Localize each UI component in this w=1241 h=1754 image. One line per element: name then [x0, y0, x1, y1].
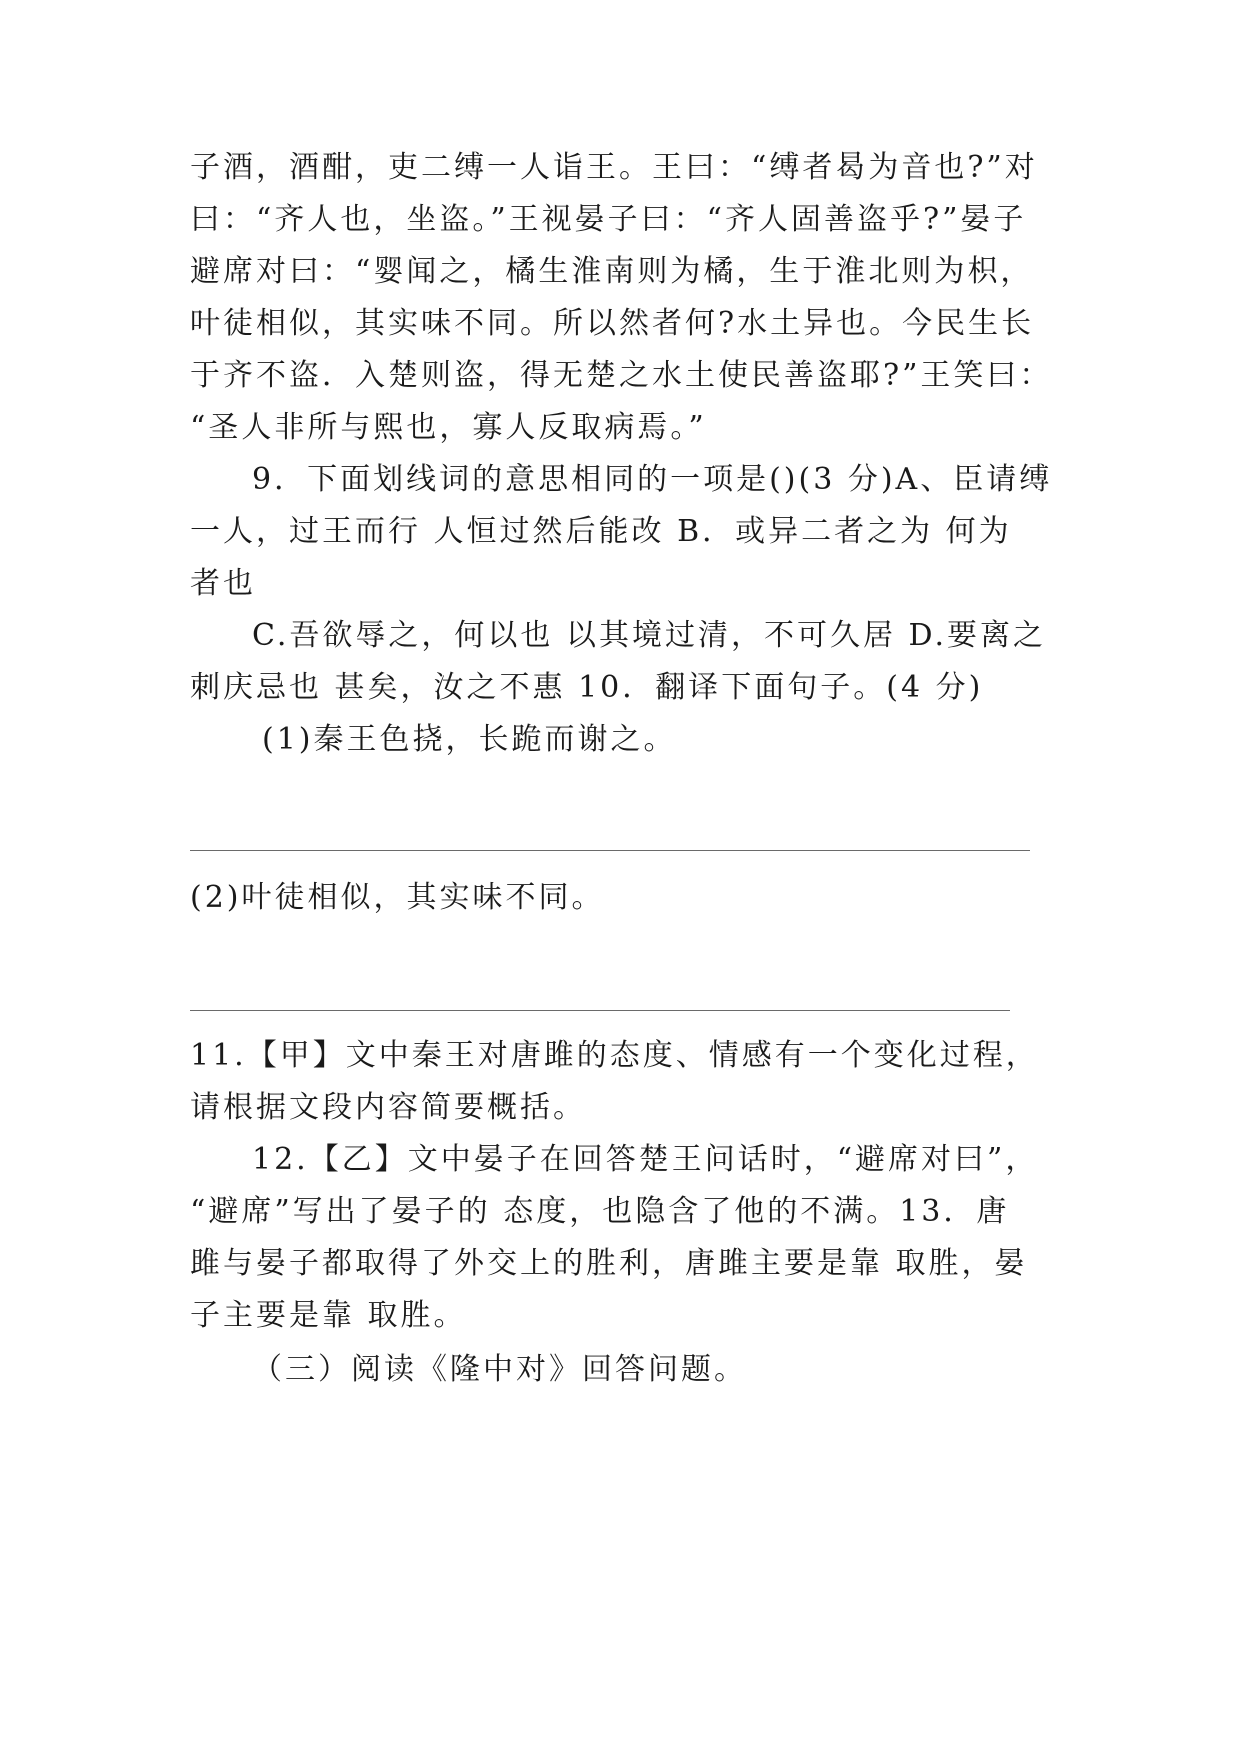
passage-line: 曰：“齐人也，坐盗。”王视晏子曰：“齐人固善盗乎?”晏子: [190, 202, 1027, 237]
passage-line: 避席对曰：“婴闻之，橘生淮南则为橘，生于淮北则为枳，: [190, 254, 1034, 289]
passage-line: 叶徒相似，其实味不同。所以然者何?水土异也。今民生长: [190, 306, 1035, 341]
passage-line: 于齐不盗．入楚则盗，得无楚之水土使民善盗耶?”王笑曰：: [190, 358, 1053, 393]
question-10-sentence-1: (1)秦王色挠，长跪而谢之。: [262, 722, 677, 757]
question-9-options-line: C.吾欲辱之，何以也 以其境过清，不可久居 D.要离之: [252, 618, 1047, 653]
question-10-line: 刺庆忌也 甚矣，汝之不惠 10．翻译下面句子。(4 分): [190, 670, 984, 705]
question-12-line: “避席”写出了晏子的 态度，也隐含了他的不满。13．唐: [190, 1194, 1010, 1229]
question-13-line: 子主要是靠 取胜。: [190, 1298, 467, 1333]
question-9-line: 者也: [190, 566, 256, 601]
passage-line: 子酒，酒酣，吏二缚一人诣王。王曰：“缚者曷为音也?”对: [190, 150, 1038, 185]
question-11-line: 11.【甲】文中秦王对唐雎的态度、情感有一个变化过程，: [190, 1038, 1039, 1073]
question-11-line: 请根据文段内容简要概括。: [190, 1090, 586, 1125]
question-9-line: 9．下面划线词的意思相同的一项是()(3 分)A、臣请缚: [252, 462, 1053, 497]
answer-line-1: [190, 850, 1030, 851]
question-12-line: 12.【乙】文中晏子在回答楚王问话时，“避席对曰”，: [252, 1142, 1039, 1177]
answer-line-2: [190, 1010, 1010, 1011]
question-10-sentence-2: (2)叶徒相似，其实味不同。: [190, 880, 605, 915]
question-13-line: 雎与晏子都取得了外交上的胜利，唐雎主要是靠 取胜，晏: [190, 1246, 1028, 1281]
question-9-line: 一人，过王而行 人恒过然后能改 B．或异二者之为 何为: [190, 514, 1012, 549]
passage-line: “圣人非所与熙也，寡人反取病焉。”: [190, 410, 707, 445]
section-heading: （三）阅读《隆中对》回答问题。: [252, 1352, 747, 1387]
